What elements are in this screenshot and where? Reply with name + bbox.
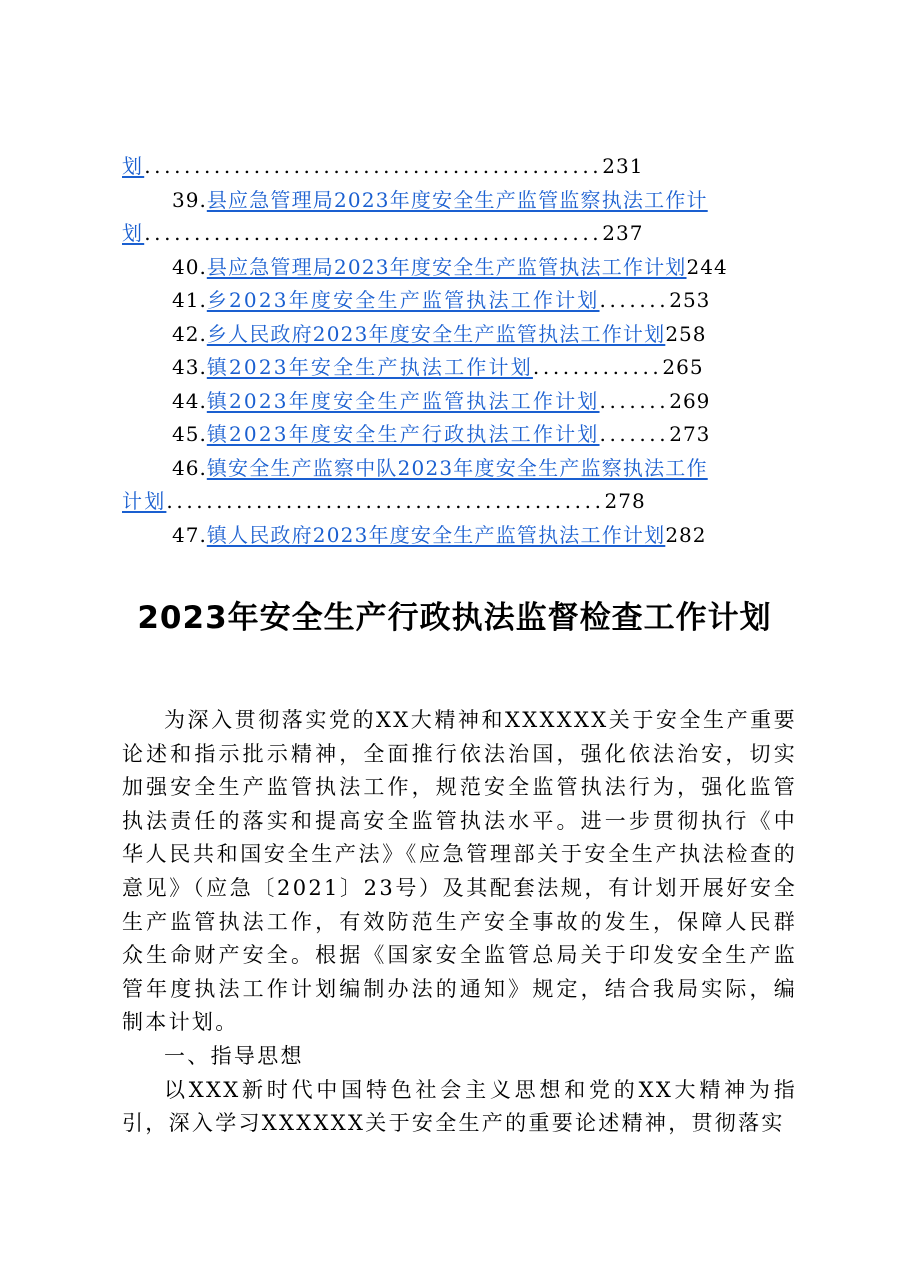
toc-number: 41. bbox=[172, 288, 207, 312]
toc-page-number: 265 bbox=[662, 355, 704, 379]
toc-line[interactable] bbox=[122, 150, 797, 184]
toc-page-number: 273 bbox=[669, 422, 711, 446]
toc-link[interactable]: 划 bbox=[122, 154, 145, 178]
toc-link[interactable]: 镇2023年度安全生产监管执法工作计划 bbox=[206, 388, 600, 413]
toc-link[interactable]: 划 bbox=[122, 221, 145, 245]
toc-line[interactable] bbox=[122, 452, 797, 486]
body-paragraph: 以XXX新时代中国特色社会主义思想和党的XX大精神为指引，深入学习XXXXXX关于安全生产的重要论述精神，贯彻落实 bbox=[122, 1077, 797, 1136]
body-paragraph: 为深入贯彻落实党的XX大精神和XXXXXX关于安全生产重要论述和指示批示精神，全面推行依法治国，强化依法治安，切实加强安全生产监管执法工作，规范安全监管执法行为，强化监管执法责任的落实和提高安全监管执法水平。进一步贯彻执行《中华人民共和国安全生产法》《应急管理部关于安全生产执法检查的意见》（应急〔2021〕23号）及其配套法规，有计划开展好安全生产监管执法工作，有效防范生产安全事故的发生，保障人民群众生命财产安全。根据《国家安全监管总局关于印发安全生产监管年度执法工作计划编制办法的通知》规定，结合我局实际，编制本计划。 bbox=[122, 708, 797, 1035]
toc-line[interactable] bbox=[122, 519, 797, 553]
toc-page-number: 269 bbox=[669, 388, 711, 413]
toc-link[interactable]: 乡2023年度安全生产监管执法工作计划 bbox=[206, 288, 600, 312]
toc-dots: ....... bbox=[599, 388, 670, 413]
toc-link[interactable]: 县应急管理局2023年度安全生产监管执法工作计划 bbox=[206, 254, 687, 279]
toc-page-number: 237 bbox=[602, 221, 644, 245]
toc-dots: .............................................. bbox=[144, 221, 603, 245]
toc-link[interactable]: 镇2023年安全生产执法工作计划 bbox=[206, 355, 533, 379]
toc-page-number: 258 bbox=[665, 321, 707, 346]
toc-number: 39. bbox=[172, 187, 207, 212]
toc-link[interactable]: 计划 bbox=[122, 489, 167, 513]
toc-number: 43. bbox=[172, 355, 207, 379]
toc-dots: ............. bbox=[532, 355, 663, 379]
toc-page-number: 282 bbox=[665, 522, 707, 547]
toc-dots: ............................................ bbox=[166, 489, 605, 513]
toc-page-number: 278 bbox=[604, 489, 646, 513]
toc-dots: .............................................. bbox=[144, 154, 603, 178]
toc-line[interactable] bbox=[122, 217, 797, 251]
toc-number: 46. bbox=[172, 455, 207, 480]
toc-dots: ....... bbox=[599, 288, 670, 312]
toc-line[interactable] bbox=[122, 418, 797, 452]
toc-number: 40. bbox=[172, 254, 207, 279]
toc-link[interactable]: 镇2023年度安全生产行政执法工作计划 bbox=[206, 422, 600, 446]
toc-line[interactable] bbox=[122, 485, 797, 519]
document-title: 2023年安全生产行政执法监督检查工作计划 bbox=[137, 600, 772, 636]
toc-page-number: 231 bbox=[602, 154, 644, 178]
toc-link[interactable]: 镇人民政府2023年度安全生产监管执法工作计划 bbox=[206, 522, 666, 547]
toc-line[interactable] bbox=[122, 385, 797, 419]
toc-line[interactable] bbox=[122, 318, 797, 352]
toc-line[interactable] bbox=[122, 284, 797, 318]
section-heading: 一、指导思想 bbox=[164, 1043, 304, 1068]
document-body bbox=[122, 704, 797, 1141]
toc-number: 42. bbox=[172, 321, 207, 346]
toc-line[interactable] bbox=[122, 184, 797, 218]
toc-page-number: 253 bbox=[669, 288, 711, 312]
toc-page-number: 244 bbox=[686, 254, 728, 279]
toc-number: 47. bbox=[172, 522, 207, 547]
toc-link[interactable]: 镇安全生产监察中队2023年度安全生产监察执法工作 bbox=[206, 455, 708, 480]
toc-line[interactable] bbox=[122, 351, 797, 385]
toc-link[interactable]: 乡人民政府2023年度安全生产监管执法工作计划 bbox=[206, 321, 666, 346]
table-of-contents bbox=[122, 150, 797, 552]
toc-number: 44. bbox=[172, 388, 207, 413]
toc-line[interactable] bbox=[122, 251, 797, 285]
toc-number: 45. bbox=[172, 422, 207, 446]
toc-dots: ....... bbox=[599, 422, 670, 446]
toc-link[interactable]: 县应急管理局2023年度安全生产监管监察执法工作计 bbox=[206, 187, 708, 212]
